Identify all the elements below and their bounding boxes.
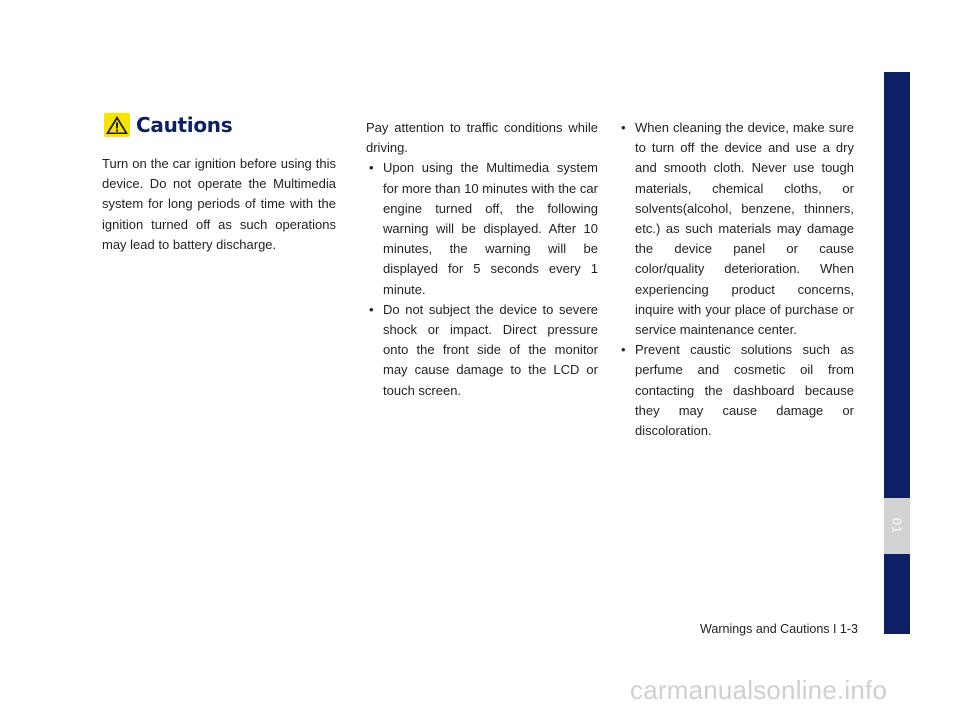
page-footer: Warnings and Cautions I 1-3 [700, 622, 858, 636]
list-item [618, 340, 854, 441]
right-column [618, 118, 854, 441]
bullet-text: Prevent caustic solutions such as perfume and cosmetic oil from contacting the dashboard because they may cause damage or discoloration. [635, 342, 854, 439]
cautions-heading [104, 112, 232, 138]
bullet-icon: • [621, 120, 626, 135]
bullet-text: Do not subject the device to severe shock or impact. Direct pressure onto the front side of the monitor may cause damage to the LCD or touch screen. [383, 301, 598, 398]
middle-column [366, 118, 598, 401]
page-title: Cautions [136, 113, 233, 137]
intro-column [102, 154, 336, 255]
traffic-paragraph: Pay attention to traffic conditions while driving. [366, 120, 598, 156]
right-bullet-list [618, 118, 854, 441]
intro-paragraph: Turn on the car ignition before using this device. Do not operate the Multimedia system for long periods of time with the ignition turned off as such operations may lead to battery discharge. [102, 156, 336, 252]
list-item [618, 118, 854, 340]
watermark: carmanualsonline.info [630, 675, 888, 705]
bullet-text: When cleaning the device, make sure to turn off the device and use a dry and smooth cloth. Never use tough materials, chemical cloths, or solvents(alcohol, benzene, thinners, etc.) as such materials may damage the device panel or cause color/quality deterioration. When experiencing product concerns, inquire with your place of purchase or service maintenance center. [635, 120, 854, 338]
chapter-number: 01 [889, 517, 905, 535]
list-item [366, 158, 598, 299]
bullet-icon: • [621, 342, 626, 358]
list-item [366, 300, 598, 401]
bullet-icon: • [369, 160, 374, 176]
bullet-icon: • [369, 301, 374, 317]
bullet-text: Upon using the Multimedia system for more than 10 minutes with the car engine turned off, the following warning will be displayed. After 10 minutes, the warning will be displayed for 5 seconds every 1 minute. [383, 160, 598, 297]
chapter-tab [884, 498, 910, 554]
middle-bullet-list [366, 158, 598, 400]
warning-triangle-icon [104, 113, 130, 137]
